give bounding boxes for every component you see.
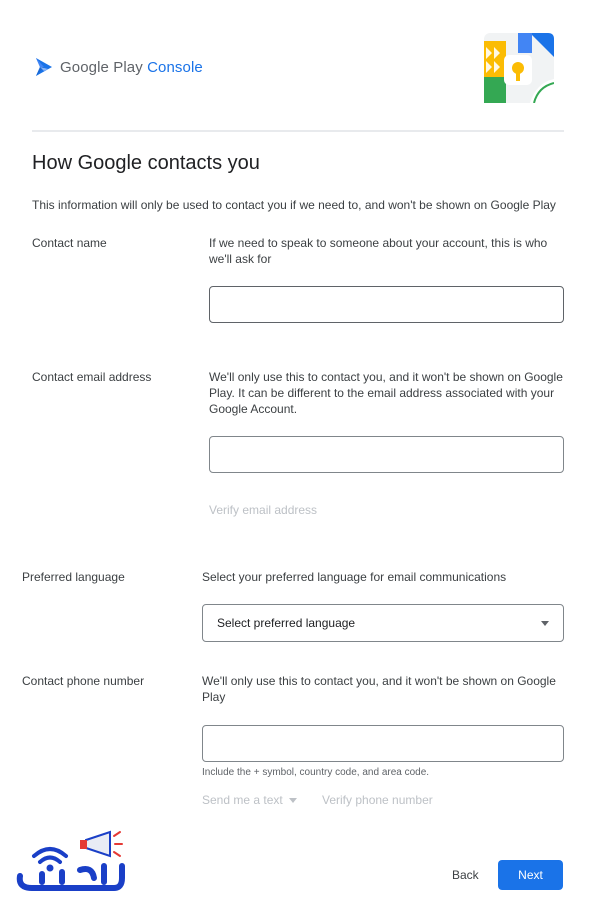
- chevron-down-icon: [289, 798, 297, 803]
- back-button[interactable]: Back: [452, 868, 479, 882]
- page-subtitle: This information will only be used to contact you if we need to, and won't be shown on Google Play: [32, 198, 556, 212]
- contact-email-label: Contact email address: [32, 370, 152, 384]
- preferred-language-select[interactable]: [202, 604, 564, 642]
- contact-name-label: Contact name: [32, 236, 107, 250]
- header-divider: [32, 130, 564, 132]
- contact-phone-input[interactable]: [202, 725, 564, 762]
- logo-wordmark: Google Play Console: [60, 58, 203, 76]
- site-watermark-logo: [14, 826, 126, 898]
- preferred-language-description: Select your preferred language for email communications: [202, 570, 507, 584]
- preferred-language-label: Preferred language: [22, 570, 125, 584]
- contact-name-input[interactable]: [209, 286, 564, 323]
- verify-email-link[interactable]: Verify email address: [209, 503, 318, 517]
- phone-helper-text: Include the + symbol, country code, and area code.: [202, 767, 430, 778]
- page-title: How Google contacts you: [32, 152, 260, 174]
- contact-phone-label: Contact phone number: [22, 674, 145, 688]
- verify-phone-link[interactable]: Verify phone number: [322, 793, 433, 807]
- contact-email-description: We'll only use this to contact you, and it won't be shown on Google Play. It can be different to the email address associated with your Google Account.: [209, 370, 563, 416]
- account-illustration-icon: [484, 33, 554, 103]
- send-method-value: Send me a text: [202, 793, 283, 807]
- contact-phone-description: We'll only use this to contact you, and it won't be shown on Google Play: [202, 674, 556, 704]
- contact-email-input[interactable]: [209, 436, 564, 473]
- contact-name-description: If we need to speak to someone about your account, this is who we'll ask for: [209, 236, 548, 266]
- send-method-dropdown[interactable]: [202, 793, 297, 807]
- preferred-language-value: Select preferred language: [217, 616, 356, 630]
- google-play-console-logo: [34, 56, 203, 78]
- play-console-logo-icon: [34, 56, 54, 78]
- chevron-down-icon: [541, 621, 549, 626]
- next-button[interactable]: Next: [498, 860, 563, 890]
